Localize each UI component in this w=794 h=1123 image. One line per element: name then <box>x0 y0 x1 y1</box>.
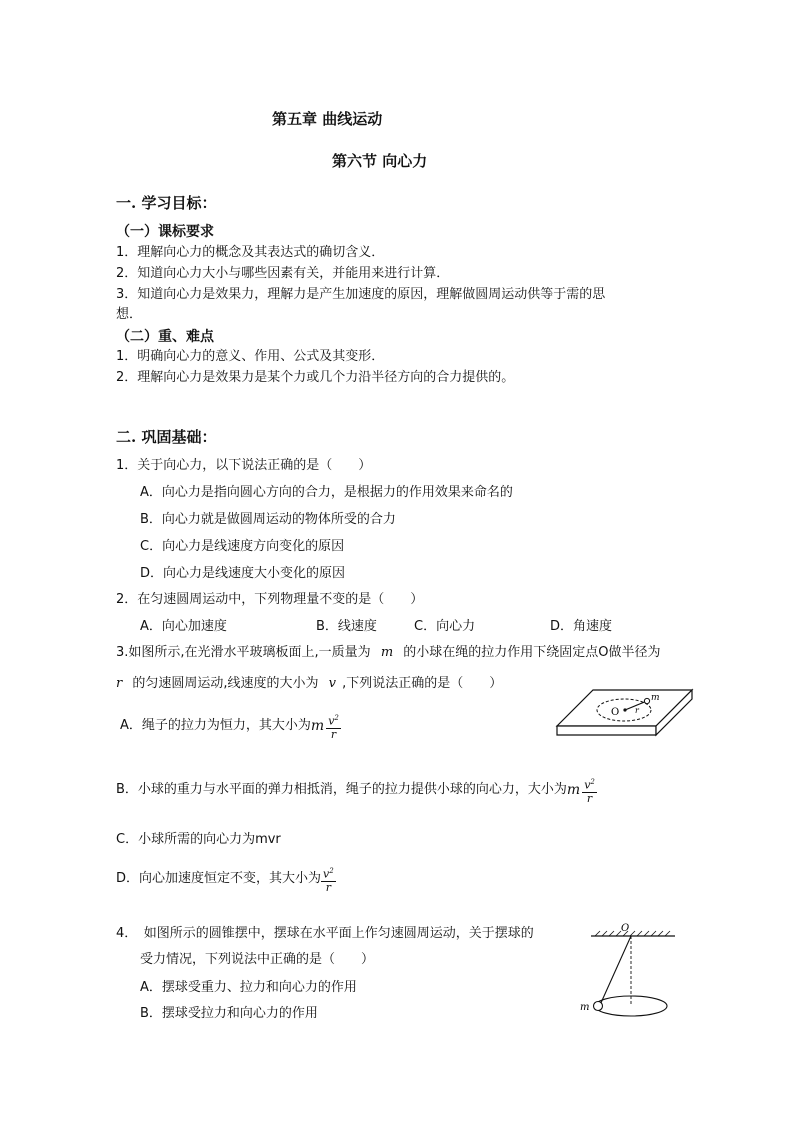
option-text: B．小球的重力与水平面的弹力相抵消，绳子的拉力提供小球的向心力，大小为 <box>116 782 567 798</box>
formula-r: r <box>325 880 331 894</box>
key-point-item: 2．理解向心力是效果力是某个力或几个力沿半径方向的合力提供的。 <box>116 370 515 385</box>
question-2-stem: 2．在匀速圆周运动中，下列物理量不变的是（ ） <box>116 592 424 607</box>
stem-text: 的匀速圆周运动,线速度的大小为 <box>132 676 319 691</box>
formula-m: m <box>566 782 581 799</box>
question-3-option-c: C．小球所需的向心力为mvr <box>116 832 281 847</box>
section-title: 第六节 向心力 <box>332 152 428 170</box>
section-heading-objectives: 一. 学习目标： <box>116 194 217 212</box>
question-2-option-d: D．角速度 <box>550 619 613 634</box>
formula-v: v <box>584 778 591 792</box>
formula-v: v <box>328 714 335 728</box>
fig-label-O: O <box>611 707 620 718</box>
fig-label-r: r <box>635 706 639 715</box>
chapter-title: 第五章 曲线运动 <box>272 110 383 128</box>
question-1-option-d: D．向心力是线速度大小变化的原因 <box>140 566 346 581</box>
option-text: D．向心加速度恒定不变，其大小为 <box>116 871 322 887</box>
option-text: A．绳子的拉力为恒力，其大小为 <box>120 718 311 734</box>
formula-mv2-over-r <box>311 712 341 741</box>
objective-item: 2．知道向心力大小与哪些因素有关，并能用来进行计算． <box>116 266 450 281</box>
section-heading-basics: 二. 巩固基础： <box>116 428 217 446</box>
conical-pendulum-figure <box>575 918 685 1028</box>
fig-label-m: m <box>580 1002 590 1013</box>
question-3-option-b <box>116 776 597 805</box>
objective-item: 3．知道向心力是效果力，理解力是产生加速度的原因，理解做圆周运动供等于需的思 <box>116 287 606 302</box>
question-3-stem-line2 <box>116 676 502 692</box>
var-v: v <box>328 676 336 691</box>
objective-item: 想． <box>116 307 143 322</box>
question-2-option-b: B．线速度 <box>316 619 377 634</box>
question-2-option-a: A．向心加速度 <box>140 619 227 634</box>
fig-label-O: O <box>621 923 630 934</box>
formula-v2-over-r <box>321 865 336 894</box>
formula-r: r <box>586 791 593 805</box>
subheading-curriculum: （一）课标要求 <box>116 224 214 240</box>
question-1-option-c: C．向心力是线速度方向变化的原因 <box>140 539 345 554</box>
glass-plate-figure <box>555 688 695 740</box>
question-1-stem: 1．关于向心力，以下说法正确的是（ ） <box>116 458 372 473</box>
formula-exp: 2 <box>329 867 334 875</box>
question-3-option-a <box>120 712 341 741</box>
stem-text: 的小球在绳的拉力作用下绕固定点O做半径为 <box>403 645 661 660</box>
fig-label-m: m <box>651 693 660 703</box>
question-4-option-b: B．摆球受拉力和向心力的作用 <box>140 1006 318 1021</box>
question-1-option-b: B．向心力就是做圆周运动的物体所受的合力 <box>140 512 396 527</box>
formula-r: r <box>330 727 337 741</box>
key-point-item: 1．明确向心力的意义、作用、公式及其变形． <box>116 349 385 364</box>
var-r: r <box>116 676 123 691</box>
question-3-option-d <box>116 865 336 894</box>
formula-exp: 2 <box>590 778 595 786</box>
stem-text: ,下列说法正确的是（ ） <box>342 676 503 691</box>
formula-exp: 2 <box>334 714 339 722</box>
question-1-option-a: A．向心力是指向圆心方向的合力，是根据力的作用效果来命名的 <box>140 485 513 500</box>
formula-mv2-over-r <box>567 776 597 805</box>
question-4-stem-line2: 受力情况，下列说法中正确的是（ ） <box>140 952 375 967</box>
formula-v: v <box>323 867 330 881</box>
question-4-option-a: A．摆球受重力、拉力和向心力的作用 <box>140 980 357 995</box>
subheading-key-points: （二）重、难点 <box>116 329 214 345</box>
question-2-option-c: C．向心力 <box>414 619 476 634</box>
question-3-stem-line1 <box>116 645 661 661</box>
stem-text: 3.如图所示,在光滑水平玻璃板面上,一质量为 <box>116 645 371 660</box>
formula-m: m <box>310 718 325 735</box>
objective-item: 1．理解向心力的概念及其表达式的确切含义． <box>116 245 385 260</box>
var-m: m <box>380 645 394 660</box>
question-4-stem-line1: 4． 如图所示的圆锥摆中，摆球在水平面上作匀速圆周运动，关于摆球的 <box>116 926 534 941</box>
